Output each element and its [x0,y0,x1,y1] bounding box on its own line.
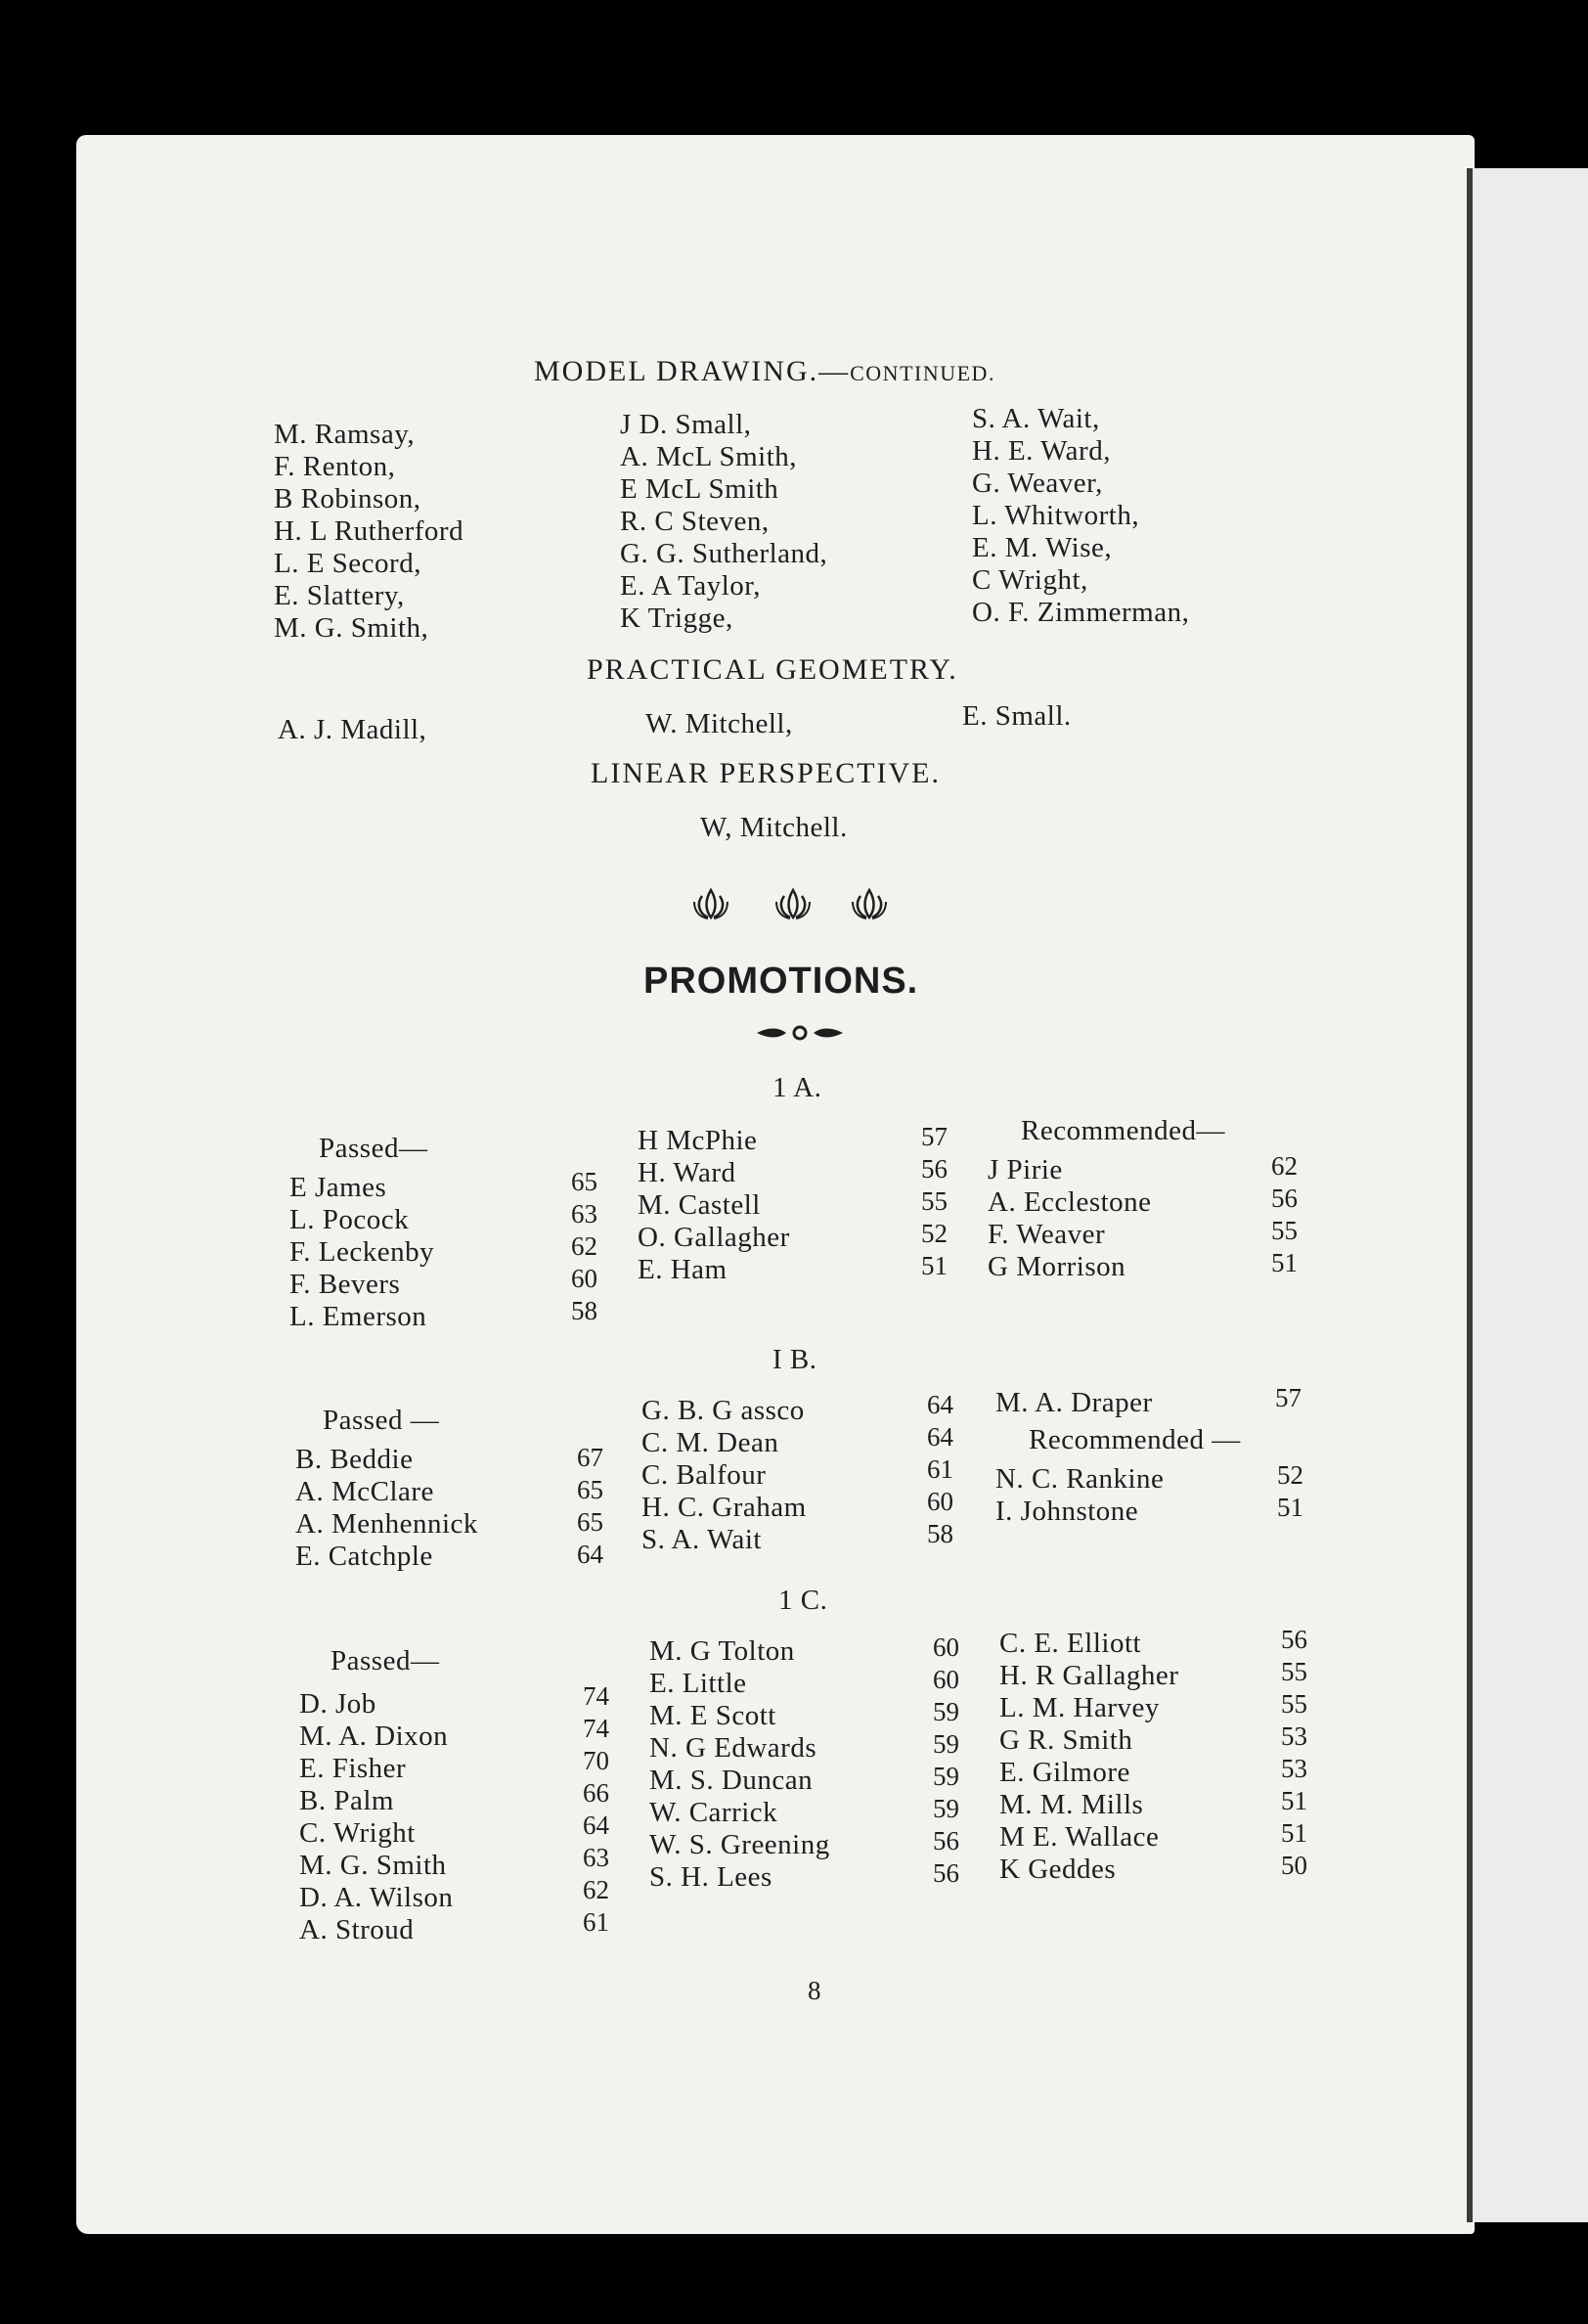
score: 59 [933,1729,959,1759]
list-item: A. Stroud [299,1914,415,1945]
score: 53 [1281,1754,1307,1783]
list-item: K Trigge, [620,603,733,634]
score: 60 [933,1665,959,1694]
list-item: O. Gallagher [638,1222,790,1253]
score: 57 [921,1122,948,1151]
list-item: D. Job [299,1688,376,1720]
score: 65 [577,1475,603,1504]
model-drawing-title: MODEL DRAWING. [534,355,819,387]
model-drawing-col2 [620,409,827,635]
list-item: O. F. Zimmerman, [972,597,1190,628]
list-item: J D. Small, [620,409,752,440]
list-item: C. M. Dean [641,1427,779,1458]
passed-label: Passed— [319,1133,428,1164]
score: 55 [921,1186,948,1216]
list-item: E. Slattery, [274,580,405,611]
score: 61 [583,1907,609,1937]
score: 66 [583,1778,609,1808]
list-item: B. Beddie [295,1444,414,1475]
passed-label: Passed— [331,1645,440,1676]
perspective-name: W, Mitchell. [700,812,848,843]
list-item: M. A. Dixon [299,1721,449,1752]
score: 51 [921,1251,948,1280]
list-item: R. C Steven, [620,506,770,537]
list-item: G Morrison [988,1251,1126,1282]
geometry-name: E. Small. [962,700,1072,732]
list-item: E James [289,1172,387,1203]
class-label-1c: 1 C. [778,1585,828,1616]
list-item: D. A. Wilson [299,1882,454,1913]
passed-scores-1b [577,1442,603,1571]
middle-scores-1a [921,1121,948,1282]
score: 55 [1281,1657,1307,1686]
middle-names-1c [649,1635,830,1894]
score: 61 [927,1454,953,1484]
score: 55 [1281,1689,1307,1719]
score: 60 [927,1487,953,1516]
score: 58 [571,1296,597,1325]
list-item: H McPhie [638,1125,758,1156]
list-item: E. Gilmore [999,1757,1130,1788]
draper-name: M. A. Draper [995,1387,1153,1418]
score: 59 [933,1762,959,1791]
list-item: A. Ecclestone [988,1186,1152,1218]
model-drawing-col3 [972,403,1189,629]
list-item: J Pirie [988,1154,1063,1185]
score: 74 [583,1714,609,1743]
list-item: E McL Smith [620,473,779,505]
flourish-divider-icon [753,1023,847,1043]
score: 52 [1277,1460,1303,1490]
list-item: E. Little [649,1668,747,1699]
list-item: F. Renton, [274,451,396,482]
list-item: L. Pocock [289,1204,410,1235]
list-item: B. Palm [299,1785,394,1816]
linear-perspective-title: LINEAR PERSPECTIVE. [591,757,942,789]
class-label-1b: I B. [772,1344,817,1375]
score: 60 [933,1632,959,1662]
score: 64 [927,1422,953,1452]
middle-scores-1b [927,1389,953,1550]
list-item: S. A. Wait [641,1524,762,1555]
list-item: S. H. Lees [649,1861,772,1893]
recommended-label: Recommended— [1021,1115,1225,1146]
list-item: W. S. Greening [649,1829,830,1860]
list-item: C. E. Elliott [999,1628,1142,1659]
list-item: M E. Wallace [999,1821,1160,1853]
promotions-title: PROMOTIONS. [643,961,919,1002]
passed-names-1a [289,1172,434,1333]
list-item: E. Fisher [299,1753,407,1784]
recommended-scores-1b [1277,1459,1303,1524]
list-item: G. Weaver, [972,468,1103,499]
list-item: F. Bevers [289,1269,401,1300]
score: 51 [1277,1493,1303,1522]
score: 62 [571,1231,597,1261]
list-item: H. E. Ward, [972,435,1111,467]
geometry-name: W. Mitchell, [645,708,793,739]
passed-names-1c [299,1688,453,1946]
list-item: N. G Edwards [649,1732,817,1764]
list-item: E. M. Wise, [972,532,1113,563]
middle-names-1b [641,1395,807,1556]
list-item: F. Weaver [988,1219,1106,1250]
list-item: C Wright, [972,564,1088,596]
score: 56 [1281,1625,1307,1654]
list-item: N. C. Rankine [995,1463,1165,1495]
list-item: M. E Scott [649,1700,776,1731]
model-drawing-col1 [274,419,463,645]
page-number: 8 [808,1976,821,2005]
list-item: M. Ramsay, [274,419,416,450]
score: 51 [1281,1818,1307,1848]
score: 55 [1271,1216,1298,1245]
lotus-icon [849,886,890,921]
list-item: M. G Tolton [649,1635,795,1667]
score: 74 [583,1681,609,1711]
list-item: L. Emerson [289,1301,427,1332]
class-label-1a: 1 A. [772,1072,822,1103]
draper-score: 57 [1275,1383,1301,1412]
score: 53 [1281,1721,1307,1751]
score: 63 [583,1843,609,1872]
score: 62 [1271,1151,1298,1181]
practical-geometry-title: PRACTICAL GEOMETRY. [587,653,958,686]
recommended-names-1a [988,1154,1152,1283]
score: 64 [927,1390,953,1419]
list-item: C. Wright [299,1817,416,1849]
list-item: M. Castell [638,1189,761,1221]
passed-names-1b [295,1444,478,1573]
list-item: M. M. Mills [999,1789,1144,1820]
score: 50 [1281,1851,1307,1880]
passed-scores-1c [583,1680,609,1939]
list-item: H. L Rutherford [274,515,464,547]
list-item: M. G. Smith [299,1850,447,1881]
lotus-icon [690,886,731,921]
score: 59 [933,1794,959,1823]
list-item: A. McL Smith, [620,441,798,472]
list-item: G. B. G assco [641,1395,805,1426]
list-item: I. Johnstone [995,1496,1139,1527]
score: 67 [577,1443,603,1472]
list-item: L. E Secord, [274,548,421,579]
middle-scores-1c [933,1631,959,1890]
passed-label: Passed — [323,1405,440,1436]
list-item: E. Catchple [295,1541,433,1572]
score: 65 [577,1507,603,1537]
list-item: H. R Gallagher [999,1660,1179,1691]
facing-page-edge [1467,168,1588,2222]
list-item: M. S. Duncan [649,1765,814,1796]
list-item: A. McClare [295,1476,434,1507]
lotus-icon [772,886,814,921]
list-item: B Robinson, [274,483,421,514]
middle-names-1a [638,1125,790,1286]
heading-dash: — [818,355,851,387]
list-item: L. M. Harvey [999,1692,1160,1723]
continued-label: CONTINUED. [850,361,995,385]
right-scores-1c [1281,1624,1307,1882]
score: 58 [927,1519,953,1548]
right-names-1c [999,1628,1178,1886]
score: 64 [577,1540,603,1569]
recommended-label: Recommended — [1029,1424,1241,1455]
score: 65 [571,1167,597,1196]
score: 59 [933,1697,959,1726]
geometry-name: A. J. Madill, [278,714,427,745]
score: 56 [933,1826,959,1855]
list-item: K Geddes [999,1854,1117,1885]
list-item: H. Ward [638,1157,736,1188]
list-item: E. Ham [638,1254,728,1285]
score: 56 [921,1154,948,1184]
list-item: G R. Smith [999,1724,1133,1756]
list-item: A. Menhennick [295,1508,478,1540]
list-item: W. Carrick [649,1797,778,1828]
score: 63 [571,1199,597,1229]
score: 62 [583,1875,609,1904]
score: 51 [1281,1786,1307,1815]
list-item: L. Whitworth, [972,500,1140,531]
score: 64 [583,1810,609,1840]
score: 60 [571,1264,597,1293]
list-item: H. C. Graham [641,1492,807,1523]
list-item: G. G. Sutherland, [620,538,828,569]
score: 51 [1271,1248,1298,1277]
score: 52 [921,1219,948,1248]
model-drawing-heading [534,357,995,386]
list-item: E. A Taylor, [620,570,762,602]
score: 56 [1271,1184,1298,1213]
recommended-names-1b [995,1463,1164,1528]
score: 70 [583,1746,609,1775]
recommended-scores-1a [1271,1150,1298,1279]
list-item: M. G. Smith, [274,612,429,644]
list-item: C. Balfour [641,1459,767,1491]
list-item: S. A. Wait, [972,403,1100,434]
list-item: F. Leckenby [289,1236,435,1268]
score: 56 [933,1858,959,1888]
passed-scores-1a [571,1166,597,1327]
